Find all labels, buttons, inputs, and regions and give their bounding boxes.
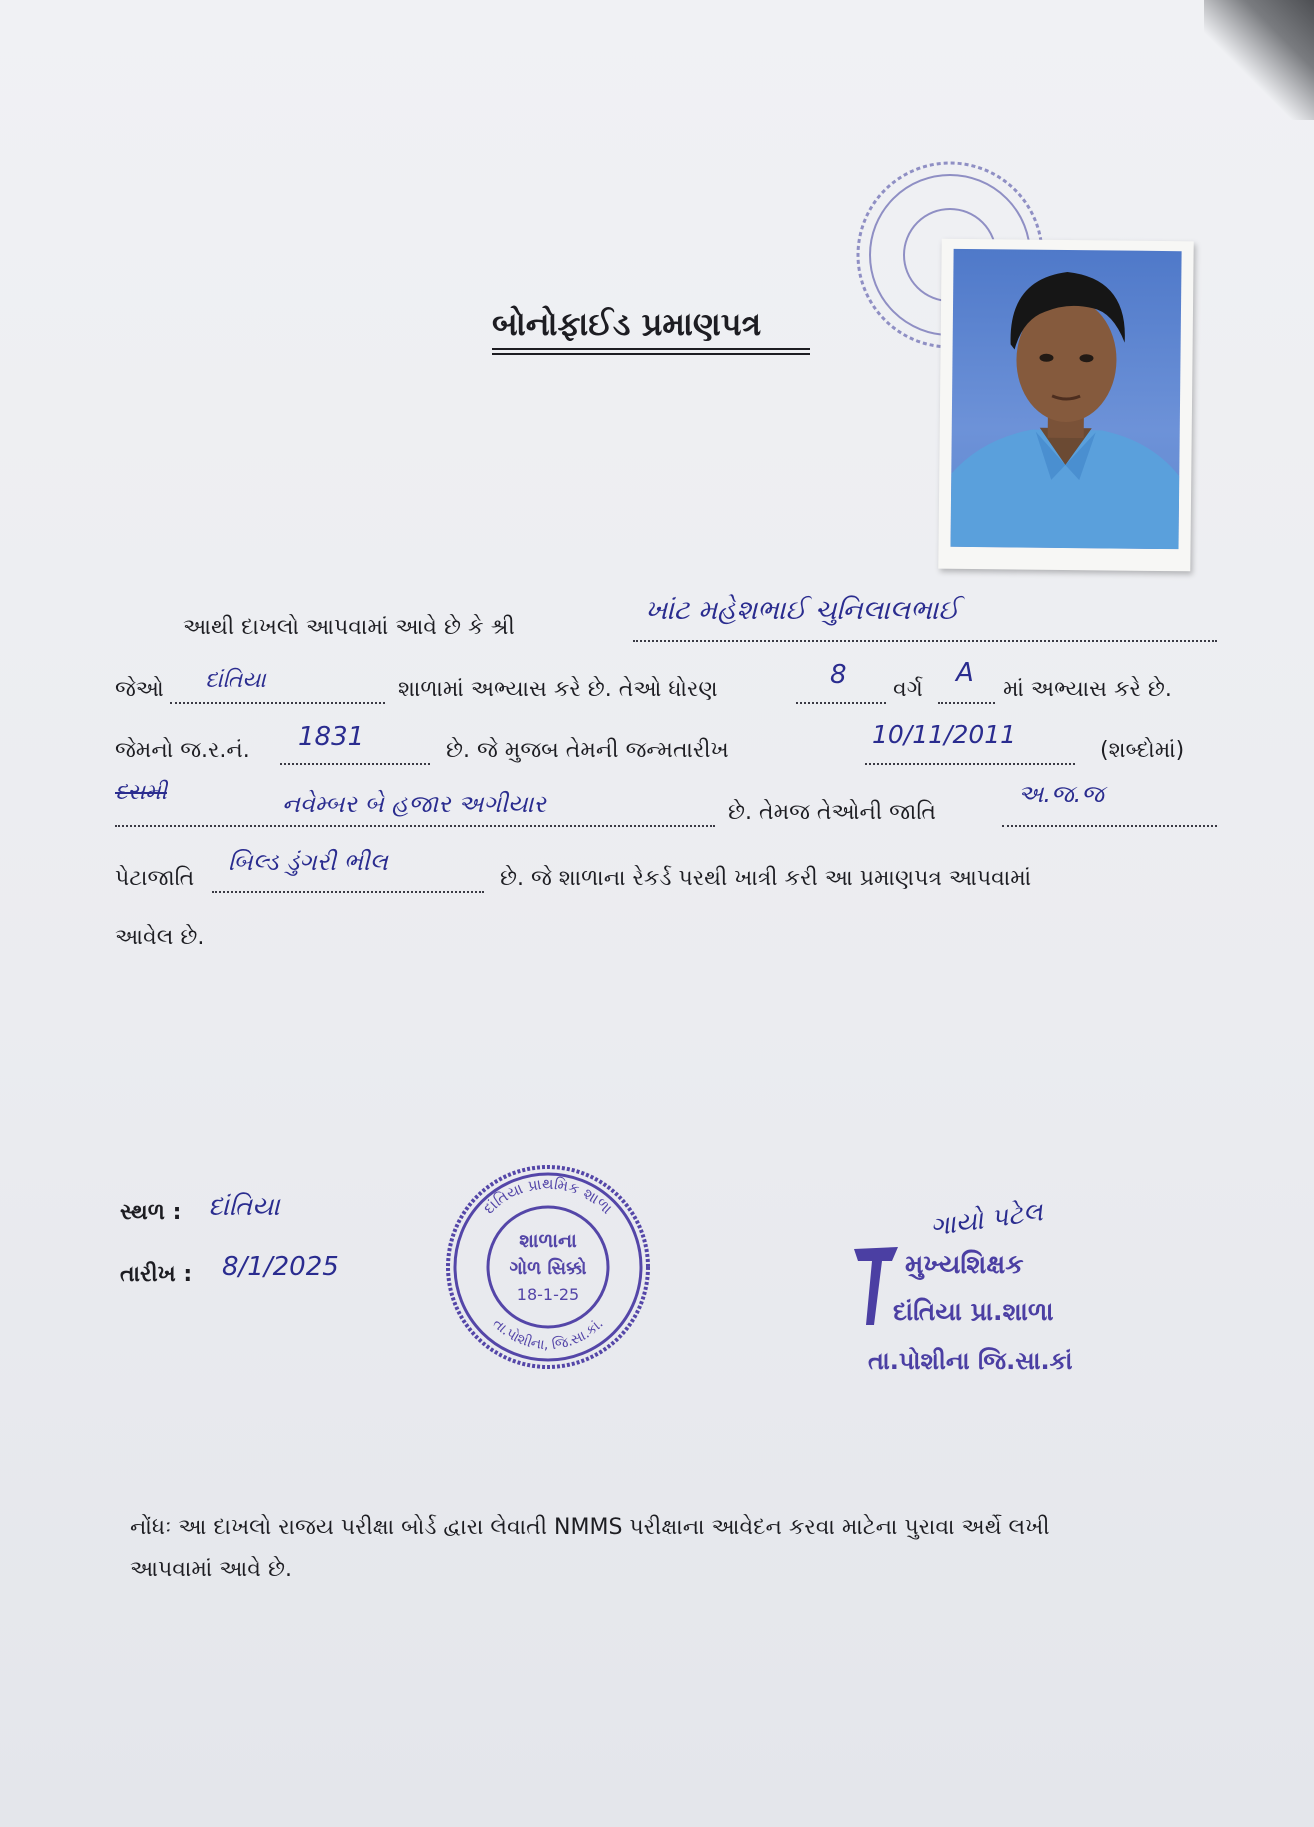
fill-line — [865, 763, 1075, 765]
signature-address: તા.પોશીના જિ.સા.કાં — [868, 1347, 1073, 1375]
handwritten-signature: ગાયો પટેલ — [928, 1197, 1045, 1243]
line3-suffix: (શબ્દોમાં) — [1100, 738, 1185, 763]
line2-mid2: વર્ગ — [893, 677, 923, 702]
student-name: ખાંટ મહેશભાઈ ચુનિલાલભાઈ — [645, 595, 960, 626]
student-photo-frame — [938, 239, 1193, 572]
line3-mid: છે. જે મુજબ તેમની જન્મતારીખ — [446, 738, 729, 763]
note-line2: આપવામાં આવે છે. — [130, 1557, 292, 1582]
line5-suffix: છે. જે શાળાના રેકર્ડ પરથી ખાત્રી કરી આ પ્રમાણપત્ર આપવામાં — [500, 866, 1032, 891]
fill-line — [280, 763, 430, 765]
school-name-handwritten: દાંતિયા — [205, 668, 266, 693]
birth-date-in-words: નવેમ્બર બે હજાર અગીયાર — [282, 790, 546, 818]
paper-corner-shadow — [1204, 0, 1314, 120]
stamp-inner-mid: ગોળ સિક્કો — [509, 1258, 587, 1279]
line3-prefix: જેમનો જ.ર.નં. — [115, 738, 250, 763]
fill-line — [796, 702, 886, 704]
standard-value: 8 — [830, 660, 847, 690]
fill-line — [938, 702, 995, 704]
round-school-stamp — [443, 1162, 653, 1372]
stamp-date: 18-1-25 — [516, 1285, 580, 1304]
title-underline — [492, 353, 810, 355]
fill-line — [115, 825, 715, 827]
title-underline — [492, 348, 810, 350]
register-number: 1831 — [298, 722, 365, 752]
student-photo — [951, 249, 1182, 549]
line2-suffix: માં અભ્યાસ કરે છે. — [1003, 677, 1172, 702]
line5-prefix: પેટાજાતિ — [115, 866, 195, 891]
stamp-ring-text: દાંતિયા પ્રાથમિક શાળા — [479, 1174, 616, 1218]
birth-date: 10/11/2011 — [872, 720, 1017, 749]
line1-prefix: આથી દાખલો આપવામાં આવે છે કે શ્રી — [183, 615, 515, 640]
class-section-value: A — [956, 658, 974, 688]
fill-line — [1002, 825, 1217, 827]
fill-line — [633, 640, 1217, 642]
line4-mid: છે. તેમજ તેઓની જાતિ — [728, 800, 936, 825]
caste-value: અ.જ.જ — [1018, 780, 1104, 808]
stamp-inner-top: શાળાના — [519, 1230, 577, 1252]
note-line1: નોંધઃ આ દાખલો રાજય પરીક્ષા બોર્ડ દ્વારા લેવાતી NMMS પરીક્ષાના આવેદન કરવા માટેના પુરાવા અર્થે લખી — [130, 1515, 1050, 1540]
signature-designation: મુખ્યશિક્ષક — [905, 1250, 1024, 1280]
line6-text: આવેલ છે. — [115, 925, 205, 950]
date-label: તારીખ : — [120, 1262, 193, 1287]
fill-line — [170, 702, 385, 704]
line2-prefix: જેઓ — [115, 677, 164, 702]
signature-school: દાંતિયા પ્રા.શાળા — [893, 1297, 1054, 1326]
certificate-title: બોનોફાઈડ પ્રમાણપત્ર — [492, 305, 762, 343]
place-label: સ્થળ : — [120, 1200, 182, 1225]
fill-line — [212, 891, 484, 893]
sub-caste-value: બિલ્ડ ડુંગરી ભીલ — [228, 848, 388, 876]
line2-mid1: શાળામાં અભ્યાસ કરે છે. તેઓ ધોરણ — [398, 677, 718, 702]
struck-word: દસમી — [115, 780, 167, 805]
place-value: દાંતિયા — [208, 1192, 280, 1222]
date-value: 8/1/2025 — [222, 1252, 339, 1282]
student-portrait — [951, 249, 1182, 549]
stamp-bottom-text: તા.પોશીના, જિ.સા.કાં. — [489, 1315, 607, 1354]
